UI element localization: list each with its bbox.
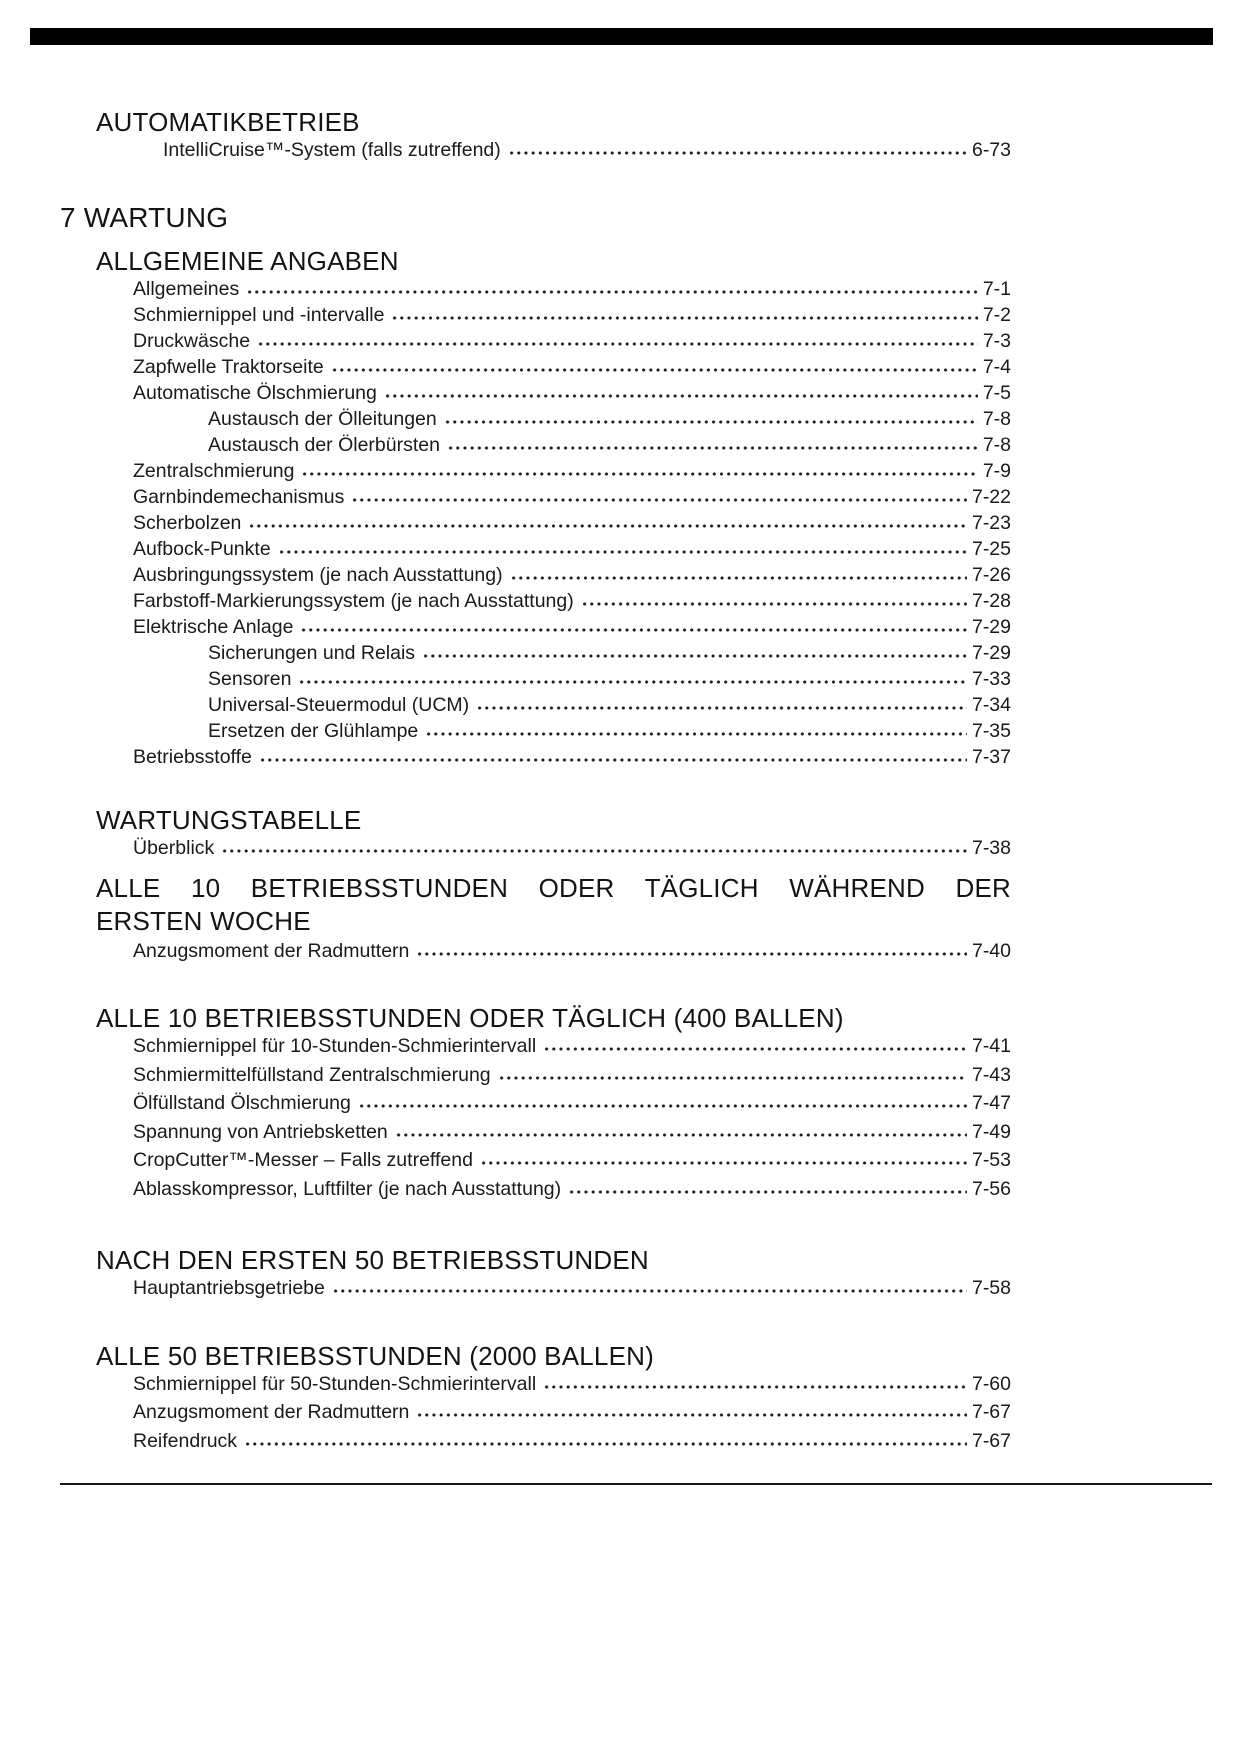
heading-line: NACH DEN ERSTEN 50 BETRIEBSSTUNDEN <box>96 1244 649 1275</box>
toc-entry-label: CropCutter™-Messer – Falls zutreffend <box>133 1149 473 1171</box>
dot-leader <box>384 393 978 399</box>
toc-entry-list <box>96 137 1011 163</box>
toc-block-nach50 <box>96 1245 1011 1301</box>
toc-entry-list <box>96 276 1011 770</box>
toc-entry-page: 7-47 <box>971 1092 1011 1114</box>
toc-entry-page: 7-38 <box>971 837 1011 859</box>
toc-entry[interactable] <box>96 744 1011 770</box>
toc-entry-label: Druckwäsche <box>133 330 251 352</box>
toc-entry-label: Ablasskompressor, Luftfilter (je nach Ausstattung) <box>133 1177 562 1200</box>
dot-leader <box>358 1103 967 1109</box>
toc-entry-page: 7-29 <box>971 642 1011 664</box>
toc-entry-label: Sensoren <box>208 668 292 690</box>
dot-leader <box>508 150 967 156</box>
toc-entry-page: 7-5 <box>982 382 1011 404</box>
heading-line: ALLE 10 BETRIEBSSTUNDEN ODER TÄGLICH (400 BALLEN) <box>96 1003 844 1033</box>
toc-entry-list <box>96 1275 1011 1301</box>
section-heading <box>96 246 1011 276</box>
toc-entry-page: 7-34 <box>971 694 1011 716</box>
top-black-bar <box>30 28 1213 45</box>
toc-entry-label: Sicherungen und Relais <box>208 642 416 664</box>
dot-leader <box>498 1075 967 1081</box>
toc-entry[interactable] <box>96 835 1011 861</box>
toc-entry[interactable] <box>96 562 1011 588</box>
toc-entry-list <box>96 1371 1011 1454</box>
toc-entry-page: 7-67 <box>971 1401 1011 1423</box>
toc-entry[interactable] <box>96 692 1011 718</box>
toc-entry-list <box>96 835 1011 861</box>
toc-entry[interactable] <box>96 666 1011 692</box>
toc-block-alle50-2000 <box>96 1341 1011 1454</box>
heading-line: AUTOMATIKBETRIEB <box>96 107 360 137</box>
dot-leader <box>248 523 967 529</box>
toc-entry[interactable] <box>96 536 1011 562</box>
heading-line: ALLE 10 BETRIEBSSTUNDEN ODER TÄGLICH WÄHREND DER <box>96 873 1011 903</box>
toc-entry-page: 7-67 <box>971 1429 1011 1452</box>
section-heading <box>96 872 1011 938</box>
dot-leader <box>257 341 978 347</box>
toc-entry[interactable] <box>96 328 1011 354</box>
dot-leader <box>332 1288 967 1294</box>
toc-entry[interactable] <box>96 1090 1011 1116</box>
section-heading <box>96 1003 1011 1033</box>
toc-entry[interactable] <box>96 432 1011 458</box>
toc-entry-page: 7-3 <box>982 330 1011 352</box>
toc-entry-label: Ölfüllstand Ölschmierung <box>133 1092 351 1114</box>
dot-leader <box>581 601 967 607</box>
toc-entry-label: Anzugsmoment der Radmuttern <box>133 1401 410 1423</box>
dot-leader <box>480 1160 967 1166</box>
toc-entry-page: 7-37 <box>971 746 1011 768</box>
toc-entry-page: 7-53 <box>971 1149 1011 1171</box>
heading-line: 7 WARTUNG <box>60 202 229 233</box>
toc-entry-label: Betriebsstoffe <box>133 746 252 768</box>
dot-leader <box>351 497 967 503</box>
dot-leader <box>300 627 967 633</box>
toc-entry-label: Schmiernippel für 50-Stunden-Schmierintervall <box>133 1372 537 1395</box>
dot-leader <box>416 951 967 957</box>
toc-entry-label: Automatische Ölschmierung <box>133 382 377 404</box>
dot-leader <box>568 1189 967 1195</box>
toc-entry-page: 7-1 <box>982 278 1011 300</box>
dot-leader <box>395 1132 967 1138</box>
toc-entry[interactable] <box>96 276 1011 302</box>
dot-leader <box>447 445 978 451</box>
toc-entry-label: Schmiernippel für 10-Stunden-Schmierintervall <box>133 1035 537 1057</box>
toc-entry[interactable] <box>96 406 1011 432</box>
toc-entry-label: Austausch der Ölleitungen <box>208 408 437 430</box>
toc-entry-label: IntelliCruise™-System (falls zutreffend) <box>163 139 501 161</box>
toc-entry-page: 7-28 <box>971 590 1011 612</box>
toc-entry-label: Austausch der Ölerbürsten <box>208 434 440 456</box>
table-of-contents <box>60 107 1011 1456</box>
toc-entry[interactable] <box>96 1176 1011 1202</box>
toc-entry-page: 7-4 <box>982 356 1011 378</box>
dot-leader <box>476 705 967 711</box>
toc-entry-page: 7-56 <box>971 1177 1011 1200</box>
toc-entry-page: 7-60 <box>971 1372 1011 1395</box>
toc-entry-page: 7-8 <box>982 408 1011 430</box>
dot-leader <box>331 367 978 373</box>
dot-leader <box>278 549 967 555</box>
dot-leader <box>422 653 967 659</box>
toc-entry-label: Elektrische Anlage <box>133 616 294 638</box>
dot-leader <box>259 757 967 763</box>
toc-entry[interactable] <box>96 1371 1011 1397</box>
toc-block-alle10-400 <box>96 1003 1011 1202</box>
toc-entry[interactable] <box>96 1147 1011 1173</box>
dot-leader <box>244 1441 967 1447</box>
toc-block-wartungstabelle <box>96 805 1011 861</box>
section-heading <box>96 1245 1011 1275</box>
toc-entry-label: Überblick <box>133 837 215 859</box>
dot-leader <box>543 1046 967 1052</box>
toc-entry-page: 7-33 <box>971 668 1011 690</box>
toc-entry[interactable] <box>96 510 1011 536</box>
section-heading <box>96 1341 1011 1371</box>
toc-entry[interactable] <box>96 1062 1011 1088</box>
toc-entry[interactable] <box>96 484 1011 510</box>
toc-entry-page: 7-26 <box>971 564 1011 586</box>
toc-entry[interactable] <box>96 1428 1011 1454</box>
toc-entry-page: 7-9 <box>982 460 1011 482</box>
heading-line: ALLGEMEINE ANGABEN <box>96 246 399 276</box>
toc-entry-label: Garnbindemechanismus <box>133 486 345 508</box>
toc-entry-page: 6-73 <box>971 139 1011 161</box>
heading-line: WARTUNGSTABELLE <box>96 805 362 835</box>
toc-entry-page: 7-41 <box>971 1035 1011 1057</box>
dot-leader <box>301 471 977 477</box>
toc-block-allgemeine <box>96 246 1011 770</box>
toc-entry-label: Ersetzen der Glühlampe <box>208 720 419 742</box>
dot-leader <box>425 731 967 737</box>
toc-entry-list <box>96 938 1011 964</box>
toc-entry-list <box>96 1033 1011 1202</box>
toc-entry-label: Farbstoff-Markierungssystem (je nach Ausstattung) <box>133 590 574 612</box>
toc-entry-label: Scherbolzen <box>133 512 242 534</box>
toc-entry-page: 7-49 <box>971 1120 1011 1143</box>
toc-entry-page: 7-22 <box>971 486 1011 508</box>
toc-entry[interactable] <box>96 1033 1011 1059</box>
toc-entry-label: Zapfwelle Traktorseite <box>133 356 324 378</box>
toc-entry-label: Zentralschmierung <box>133 460 295 482</box>
toc-entry-label: Universal-Steuermodul (UCM) <box>208 694 470 716</box>
toc-entry[interactable] <box>96 938 1011 964</box>
toc-block-wartung <box>60 201 1011 235</box>
section-heading <box>96 805 1011 835</box>
toc-entry[interactable] <box>96 137 1011 163</box>
toc-entry-label: Spannung von Antriebsketten <box>133 1120 388 1143</box>
dot-leader <box>444 419 978 425</box>
toc-entry-label: Schmiernippel und -intervalle <box>133 304 385 326</box>
toc-entry-page: 7-2 <box>982 304 1011 326</box>
bottom-rule <box>60 1483 1212 1485</box>
heading-line: ERSTEN WOCHE <box>96 906 311 936</box>
toc-entry[interactable] <box>96 640 1011 666</box>
toc-entry-label: Anzugsmoment der Radmuttern <box>133 940 410 962</box>
toc-entry[interactable] <box>96 302 1011 328</box>
toc-entry-label: Hauptantriebsgetriebe <box>133 1276 325 1299</box>
toc-entry-label: Reifendruck <box>133 1429 238 1452</box>
toc-entry-page: 7-25 <box>971 538 1011 560</box>
toc-entry-page: 7-40 <box>971 940 1011 962</box>
toc-entry[interactable] <box>96 1399 1011 1425</box>
toc-entry[interactable] <box>96 1119 1011 1145</box>
toc-entry-label: Schmiermittelfüllstand Zentralschmierung <box>133 1063 491 1086</box>
chapter-heading <box>60 201 1011 235</box>
dot-leader <box>510 575 967 581</box>
dot-leader <box>221 848 967 854</box>
heading-line: ALLE 50 BETRIEBSSTUNDEN (2000 BALLEN) <box>96 1340 654 1371</box>
toc-entry-page: 7-29 <box>971 616 1011 638</box>
toc-block-automatikbetrieb <box>96 107 1011 163</box>
toc-entry-page: 7-58 <box>971 1276 1011 1299</box>
toc-entry[interactable] <box>96 718 1011 744</box>
toc-entry[interactable] <box>96 1275 1011 1301</box>
toc-entry[interactable] <box>96 380 1011 406</box>
dot-leader <box>416 1412 967 1418</box>
toc-entry-page: 7-43 <box>971 1063 1011 1086</box>
toc-entry[interactable] <box>96 588 1011 614</box>
dot-leader <box>246 289 978 295</box>
toc-entry-page: 7-8 <box>982 434 1011 456</box>
toc-entry-label: Aufbock-Punkte <box>133 538 271 560</box>
toc-block-alle10-woche <box>96 872 1011 964</box>
dot-leader <box>391 315 977 321</box>
toc-entry[interactable] <box>96 458 1011 484</box>
toc-entry-page: 7-23 <box>971 512 1011 534</box>
toc-entry[interactable] <box>96 614 1011 640</box>
dot-leader <box>543 1384 967 1390</box>
section-heading <box>96 107 1011 137</box>
dot-leader <box>298 679 966 685</box>
toc-entry-label: Allgemeines <box>133 278 240 300</box>
toc-entry-label: Ausbringungssystem (je nach Ausstattung) <box>133 564 503 586</box>
toc-entry-page: 7-35 <box>971 720 1011 742</box>
toc-entry[interactable] <box>96 354 1011 380</box>
